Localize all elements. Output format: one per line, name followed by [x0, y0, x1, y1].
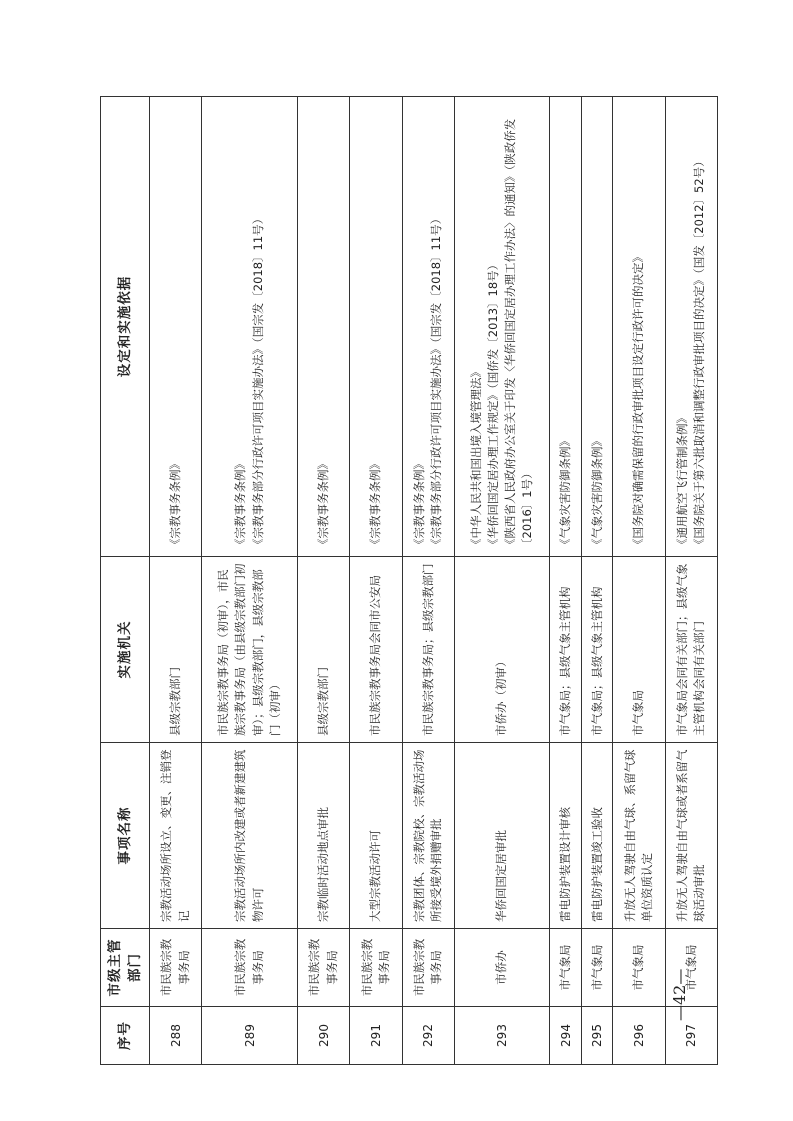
- cell-item: 宗教团体、宗教院校、宗教活动场所接受境外捐赠审批: [402, 743, 454, 929]
- table-row: [402, 97, 454, 1065]
- basis-line: 《气象灾害防御条例》: [589, 435, 604, 550]
- cell-item: 雷电防护装置设计审核: [550, 743, 581, 929]
- table-row: [202, 97, 298, 1065]
- cell-dept: 市民族宗教事务局: [350, 929, 402, 1007]
- cell-dept: 市气象局: [550, 929, 581, 1007]
- cell-dept: 市侨办: [454, 929, 550, 1007]
- cell-dept: 市气象局: [613, 929, 665, 1007]
- cell-agency: 市民族宗教事务局会同市公安局: [350, 557, 402, 743]
- cell-dept: 市气象局: [581, 929, 612, 1007]
- basis-line: 《宗教事务条例》: [233, 458, 248, 550]
- page-number: —42—: [670, 968, 689, 1022]
- cell-seq: 292: [402, 1007, 454, 1065]
- header-basis: 设定和实施依据: [101, 97, 150, 557]
- cell-item: 华侨回国定居审批: [454, 743, 550, 929]
- table-row: [454, 97, 550, 1065]
- basis-line: 《国务院对确需保留的行政审批项目设定行政许可的决定》: [631, 251, 646, 550]
- basis-line: 《华侨回国定居办理工作规定》（国侨发〔2013〕18号）: [485, 258, 500, 550]
- cell-agency: 市气象局；县级气象主管机构: [581, 557, 612, 743]
- cell-basis: [150, 97, 202, 557]
- basis-line: 《宗教事务条例》: [368, 458, 383, 550]
- cell-dept: 市民族宗教事务局: [202, 929, 298, 1007]
- basis-line: 《通用航空飞行管制条例》: [675, 412, 690, 550]
- header-item: 事项名称: [101, 743, 150, 929]
- cell-seq: 294: [550, 1007, 581, 1065]
- cell-dept: 市民族宗教事务局: [297, 929, 349, 1007]
- cell-item: 大型宗教活动许可: [350, 743, 402, 929]
- cell-item: 雷电防护装置竣工验收: [581, 743, 612, 929]
- cell-basis: [665, 97, 717, 557]
- cell-agency: 县级宗教部门: [150, 557, 202, 743]
- cell-seq: 297: [665, 1007, 717, 1065]
- basis-line: 《宗教事务条例》: [411, 458, 426, 550]
- basis-line: 《中华人民共和国出境入境管理法》: [468, 366, 483, 550]
- basis-line: 《宗教事务条例》: [168, 458, 182, 550]
- table-row: [297, 97, 349, 1065]
- table-row: [613, 97, 665, 1065]
- cell-agency: 县级宗教部门: [297, 557, 349, 743]
- cell-dept: 市气象局: [665, 929, 717, 1007]
- table-header-row: [101, 97, 150, 1065]
- cell-item: 宗教活动场所设立、变更、注销登记: [150, 743, 202, 929]
- cell-dept: 市民族宗教事务局: [150, 929, 202, 1007]
- cell-item: 宗教活动场所内改建或者新建建筑物许可: [202, 743, 298, 929]
- cell-item: 宗教临时活动地点审批: [297, 743, 349, 929]
- cell-basis: [581, 97, 612, 557]
- basis-line: 《国务院关于第六批取消和调整行政审批项目的决定》（国发〔2012〕52号）: [692, 155, 707, 550]
- table-row: [665, 97, 717, 1065]
- table-row: [150, 97, 202, 1065]
- cell-seq: 289: [202, 1007, 298, 1065]
- cell-agency: 市气象局会同有关部门；县级气象主管机构会同有关部门: [665, 557, 717, 743]
- cell-item: 升放无人驾驶自由气球、系留气球单位资质认定: [613, 743, 665, 929]
- items-table: [100, 96, 718, 1065]
- basis-line: 《宗教事务部分行政许可项目实施办法》（国宗发〔2018〕11号）: [250, 212, 265, 550]
- cell-seq: 296: [613, 1007, 665, 1065]
- cell-seq: 288: [150, 1007, 202, 1065]
- cell-agency: 市气象局；县级气象主管机构: [550, 557, 581, 743]
- cell-seq: 290: [297, 1007, 349, 1065]
- cell-basis: [297, 97, 349, 557]
- cell-agency: 市民族宗教事务局（初审），市民族宗教事务局（由县级宗教部门初审）；县级宗教部门，县级宗教部门（初审）: [202, 557, 298, 743]
- cell-basis: [202, 97, 298, 557]
- basis-line: 《气象灾害防御条例》: [558, 435, 573, 550]
- table-row: [581, 97, 612, 1065]
- cell-seq: 291: [350, 1007, 402, 1065]
- cell-basis: [350, 97, 402, 557]
- header-seq: 序号: [101, 1007, 150, 1065]
- cell-agency: 市民族宗教事务局；县级宗教部门: [402, 557, 454, 743]
- table-row: [550, 97, 581, 1065]
- basis-line: 《宗教事务部分行政许可项目实施办法》（国宗发〔2018〕11号）: [429, 212, 444, 550]
- table-body: [150, 97, 718, 1065]
- cell-basis: [454, 97, 550, 557]
- rotated-table-wrapper: [100, 97, 718, 1065]
- cell-dept: 市民族宗教事务局: [402, 929, 454, 1007]
- cell-basis: [402, 97, 454, 557]
- cell-agency: 市侨办（初审）: [454, 557, 550, 743]
- cell-seq: 295: [581, 1007, 612, 1065]
- basis-line: 《宗教事务条例》: [315, 458, 330, 550]
- cell-seq: 293: [454, 1007, 550, 1065]
- header-agency: 实施机关: [101, 557, 150, 743]
- cell-item: 升放无人驾驶自由气球或者系留气球活动审批: [665, 743, 717, 929]
- header-dept: 市级主管部门: [101, 929, 150, 1007]
- cell-basis: [550, 97, 581, 557]
- table-row: [350, 97, 402, 1065]
- cell-basis: [613, 97, 665, 557]
- basis-line: 《陕西省人民政府办公室关于印发〈华侨回国定居办理工作办法〉的通知》（陕政侨发〔2016〕1号）: [503, 118, 535, 550]
- cell-agency: 市气象局: [613, 557, 665, 743]
